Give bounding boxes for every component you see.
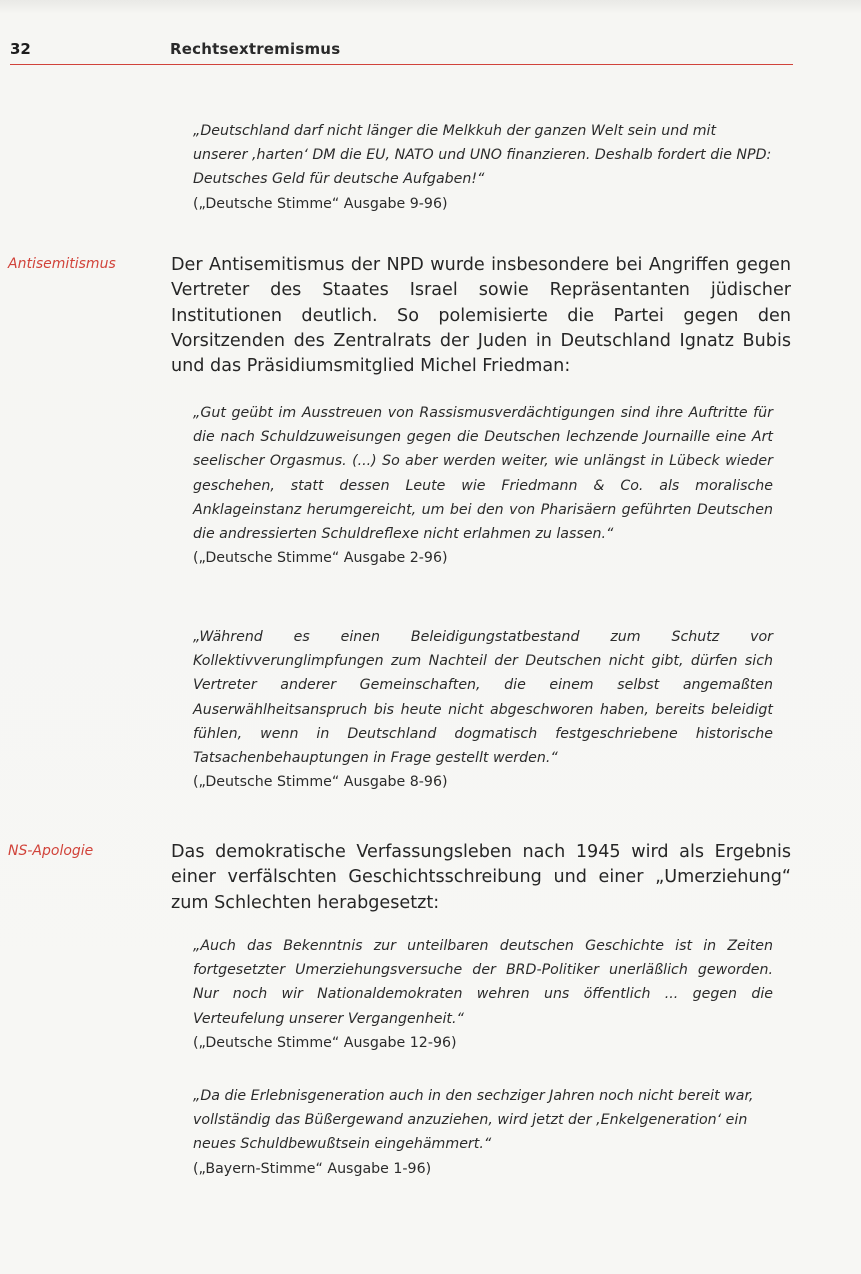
margin-label-antisemitismus: Antisemitismus	[8, 256, 116, 272]
quote-source: („Deutsche Stimme“ Ausgabe 12-96)	[193, 1034, 457, 1051]
quote-text: „Auch das Bekenntnis zur unteilbaren deutschen Geschichte ist in Zeiten fortgesetzter Umerziehungsversuche der BRD-Politiker unerläßlich geworden. Nur noch wir Nationaldemokraten wehren uns öffentlich ... gegen die Verteufelung unserer Vergangenheit.“	[193, 938, 773, 1027]
quote-text: „Deutschland darf nicht länger die Melkkuh der ganzen Welt sein und mit unserer ‚harten‘ DM die EU, NATO und UNO finanzieren. Deshalb fordert die NPD: Deutsches Geld für deutsche Aufgaben!“	[193, 123, 772, 188]
running-head	[10, 36, 793, 65]
body-paragraph: Das demokratische Verfassungsleben nach 1945 wird als Ergebnis einer verfälschten Geschichtsschreibung und einer „Umerziehung“ zum Schlechten herabgesetzt:	[171, 842, 791, 913]
quote-source: („Bayern-Stimme“ Ausgabe 1-96)	[193, 1160, 432, 1177]
quote-text: „Da die Erlebnisgeneration auch in den sechziger Jahren noch nicht bereit war, vollständig das Büßergewand anzuziehen, wird jetzt der ‚Enkelgeneration‘ ein neues Schuldbewußtsein eingehämmert.“	[193, 1088, 754, 1153]
quote-text: „Gut geübt im Ausstreuen von Rassismusverdächtigungen sind ihre Auftritte für die nach Schuldzuweisungen gegen die Deutschen lechzende Journaille eine Art seelischer Orgasmus. (...) So aber werden weiter, wie unlängst in Lübeck wieder geschehen, statt dessen Leute wie Friedmann & Co. als moralische Anklageinstanz herumgereicht, um bei den von Pharisäern geführten Deutschen die andressierten Schuldreflexe nicht erlahmen zu lassen.“	[193, 405, 773, 543]
quote-block	[193, 119, 773, 216]
page-number: 32	[10, 40, 31, 58]
quote-block	[193, 934, 773, 1055]
quote-source: („Deutsche Stimme“ Ausgabe 8-96)	[193, 774, 448, 791]
running-title: Rechtsextremismus	[170, 40, 341, 58]
quote-block	[193, 401, 773, 570]
quote-block	[193, 625, 773, 794]
quote-source: („Deutsche Stimme“ Ausgabe 9-96)	[193, 195, 448, 212]
body-paragraph: Der Antisemitismus der NPD wurde insbesondere bei Angriffen gegen Vertreter des Staates Israel sowie Repräsentanten jüdischer Institutionen deutlich. So polemisierte die Partei gegen den Vorsitzenden des Zentralrats der Juden in Deutschland Ignatz Bubis und das Präsidiumsmitglied Michel Friedman:	[171, 255, 791, 377]
quote-source: („Deutsche Stimme“ Ausgabe 2-96)	[193, 550, 448, 567]
quote-block	[193, 1084, 773, 1181]
quote-text: „Während es einen Beleidigungstatbestand zum Schutz vor Kollektivverunglimpfungen zum Nachteil der Deutschen nicht gibt, dürfen sich Vertreter anderer Gemeinschaften, die einem selbst angemaßten Auserwählheitsanspruch bis heute nicht abgeschworen haben, bereits beleidigt fühlen, wenn in Deutschland dogmatisch festgeschriebene historische Tatsachenbehauptungen in Frage gestellt werden.“	[193, 629, 773, 767]
margin-label-ns-apologie: NS-Apologie	[8, 843, 94, 859]
